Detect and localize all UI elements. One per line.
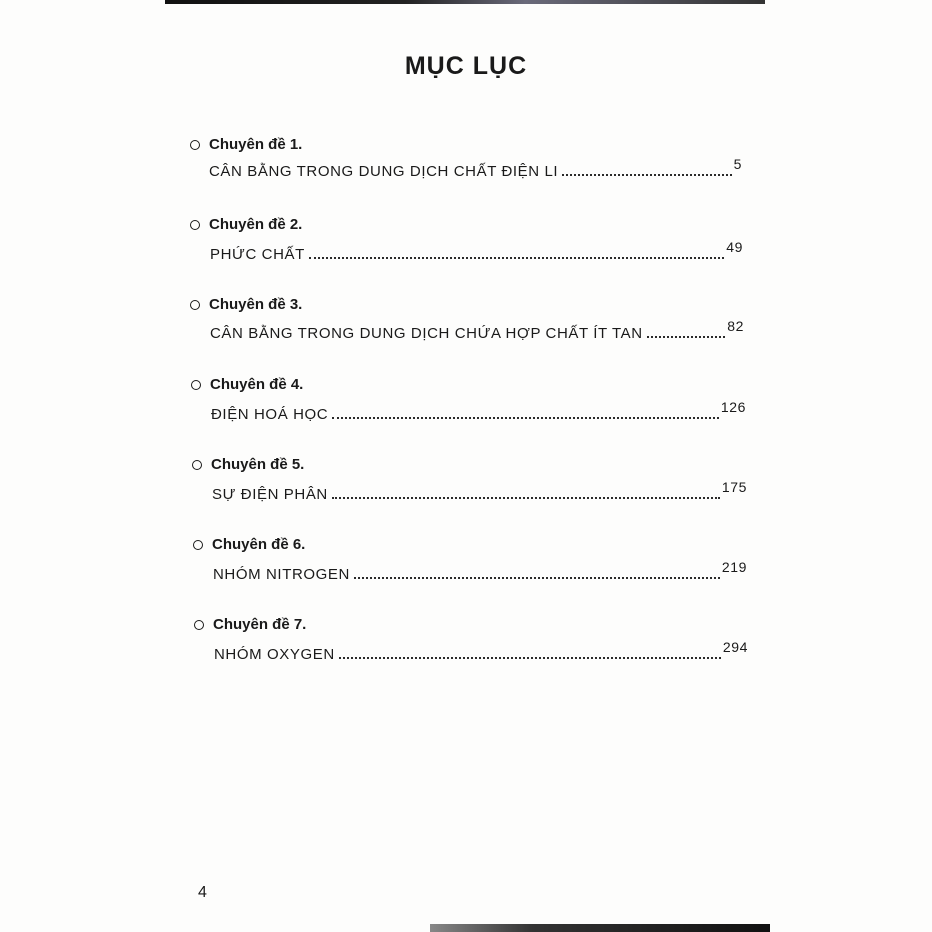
toc-entry-3[interactable] xyxy=(210,318,744,342)
circle-bullet-icon xyxy=(194,620,204,630)
toc-entry-5[interactable] xyxy=(212,479,747,503)
toc-entry-6[interactable] xyxy=(213,559,747,583)
toc-entry-title: NHÓM OXYGEN xyxy=(214,646,335,663)
leader-dots xyxy=(332,416,719,419)
circle-bullet-icon xyxy=(193,540,203,550)
circle-bullet-icon xyxy=(191,380,201,390)
page-title: MỤC LỤC xyxy=(404,52,528,80)
toc-entry-heading-label: Chuyên đề 7. xyxy=(213,616,307,633)
toc-entry-4[interactable] xyxy=(211,399,746,423)
toc-entry-4-heading xyxy=(191,376,303,393)
toc-entry-2[interactable] xyxy=(210,239,743,263)
circle-bullet-icon xyxy=(190,140,200,150)
toc-entry-page: 294 xyxy=(722,639,748,655)
circle-bullet-icon xyxy=(190,220,200,230)
leader-dots xyxy=(562,173,731,176)
toc-entry-page: 175 xyxy=(721,479,747,495)
toc-entry-3-heading xyxy=(190,296,302,313)
toc-entry-title: CÂN BẰNG TRONG DUNG DỊCH CHẤT ĐIỆN LI xyxy=(209,163,559,180)
toc-entry-page: 126 xyxy=(720,399,746,415)
leader-dots xyxy=(339,656,721,659)
page-number: 4 xyxy=(198,884,207,901)
toc-entry-1[interactable] xyxy=(209,156,742,180)
leader-dots xyxy=(647,335,725,338)
toc-entry-title: PHỨC CHẤT xyxy=(210,246,305,263)
page-edge-bottom xyxy=(430,924,770,932)
leader-dots xyxy=(354,576,720,579)
toc-entry-title: ĐIỆN HOÁ HỌC xyxy=(211,406,329,423)
circle-bullet-icon xyxy=(190,300,200,310)
toc-entry-heading-label: Chuyên đề 2. xyxy=(209,216,303,233)
toc-entry-page: 49 xyxy=(726,239,743,255)
toc-entry-5-heading xyxy=(192,456,304,473)
toc-entry-heading-label: Chuyên đề 4. xyxy=(210,376,304,393)
circle-bullet-icon xyxy=(192,460,202,470)
toc-entry-title: SỰ ĐIỆN PHÂN xyxy=(212,486,328,503)
toc-entry-title: CÂN BẰNG TRONG DUNG DỊCH CHỨA HỢP CHẤT ÍT TAN xyxy=(210,325,643,342)
toc-entry-7-heading xyxy=(194,616,306,633)
toc-entry-heading-label: Chuyên đề 3. xyxy=(209,296,303,313)
toc-entry-heading-label: Chuyên đề 1. xyxy=(209,136,303,153)
toc-entry-1-heading xyxy=(190,136,302,153)
leader-dots xyxy=(309,256,724,259)
toc-entry-heading-label: Chuyên đề 5. xyxy=(211,456,305,473)
toc-entry-7[interactable] xyxy=(214,639,748,663)
toc-entry-heading-label: Chuyên đề 6. xyxy=(212,536,306,553)
leader-dots xyxy=(332,496,720,499)
toc-entry-6-heading xyxy=(193,536,305,553)
toc-entry-2-heading xyxy=(190,216,302,233)
toc-entry-page: 5 xyxy=(733,156,742,172)
toc-entry-page: 82 xyxy=(727,318,744,334)
toc-entry-page: 219 xyxy=(721,559,747,575)
toc-entry-title: NHÓM NITROGEN xyxy=(213,566,350,583)
